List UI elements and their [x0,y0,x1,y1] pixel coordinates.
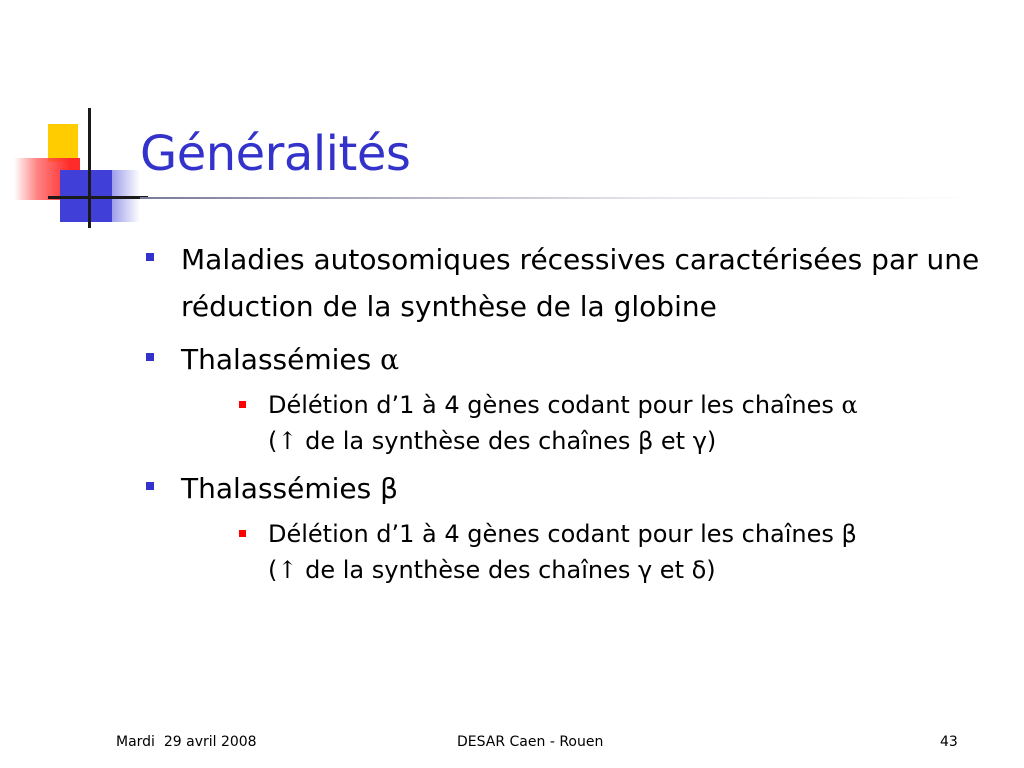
slide-title: Généralités [140,126,411,182]
bullet-list [140,236,980,588]
alpha-symbol: α [380,343,400,376]
footer-center: DESAR Caen - Rouen [457,734,604,750]
sub-bullet-list [181,387,980,459]
vertical-rule [88,108,91,228]
bullet-text [181,336,980,383]
footer-date: Mardi 29 avril 2008 [116,734,257,750]
sub-bullet-line-2 [268,556,716,584]
up-arrow-icon: ↑ [277,427,298,455]
square-bullet-icon [146,353,154,361]
horizontal-rule-dark [48,196,148,199]
square-bullet-icon [146,482,154,490]
bullet-item-2 [140,336,980,459]
bullet-label: Thalassémies [181,343,381,376]
square-bullet-icon [239,530,246,537]
sub-bullet-line-2 [268,427,716,455]
sub-bullet-text: de la synthèse des chaînes γ et δ) [297,556,716,584]
bullet-item-3 [140,465,980,588]
bullet-text: Thalassémies β [181,472,398,505]
up-arrow-icon: ↑ [277,556,298,584]
paren-open: ( [268,427,278,455]
square-bullet-icon [146,253,154,261]
sub-bullet-list [181,516,980,588]
bullet-item-1 [140,236,980,330]
sub-bullet-text: Délétion d’1 à 4 gènes codant pour les chaînes [268,391,842,419]
sub-bullet-item [181,387,980,459]
sub-bullet-line-1 [268,391,858,419]
paren-open: ( [268,556,278,584]
sub-bullet-item [181,516,980,588]
alpha-symbol: α [841,391,858,419]
bullet-text: Maladies autosomiques récessives caractérisées par une réduction de la synthèse de la globine [181,243,980,323]
decorative-logo [0,0,160,240]
sub-bullet-text: de la synthèse des chaînes β et γ) [297,427,717,455]
page-number: 43 [940,734,958,750]
yellow-square [48,124,78,162]
slide-body [140,236,980,588]
square-bullet-icon [239,401,246,408]
sub-bullet-line-1: Délétion d’1 à 4 gènes codant pour les chaînes β [268,520,857,548]
title-underline [140,197,980,199]
